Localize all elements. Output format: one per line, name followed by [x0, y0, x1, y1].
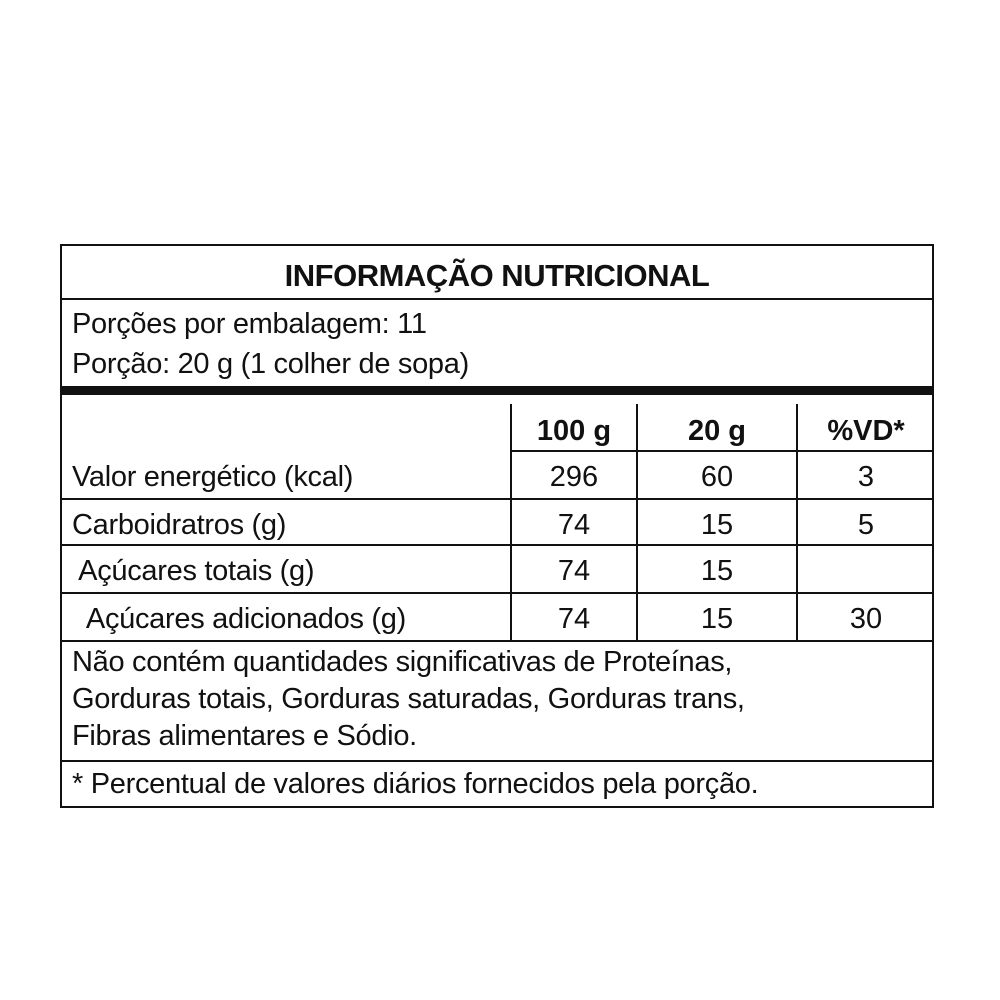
cell-per100: 296: [549, 461, 599, 493]
cell-per100: 74: [557, 555, 591, 587]
cell-per-serving: 60: [700, 461, 734, 493]
divider: [62, 760, 932, 762]
row-divider: [62, 640, 932, 642]
row-label: Carboidratros (g): [72, 509, 287, 541]
cell-per-serving: 15: [700, 603, 734, 635]
column-header-serving: 20 g: [687, 415, 747, 447]
serving-size: Porção: 20 g (1 colher de sopa): [72, 348, 469, 380]
row-label: Valor energético (kcal): [72, 461, 354, 493]
divider: [62, 298, 932, 300]
row-label: Açúcares adicionados (g): [72, 603, 406, 635]
table-title: INFORMAÇÃO NUTRICIONAL: [284, 258, 710, 293]
not-significant-line: Não contém quantidades significativas de Proteínas,: [72, 646, 733, 678]
thick-divider: [62, 386, 932, 395]
cell-per100: 74: [557, 509, 591, 541]
not-significant-line: Gorduras totais, Gorduras saturadas, Gorduras trans,: [72, 683, 745, 715]
cell-per-serving: 15: [700, 509, 734, 541]
cell-dv: 30: [849, 603, 883, 635]
cell-per100: 74: [557, 603, 591, 635]
row-label: Açúcares totais (g): [72, 555, 315, 587]
nutrition-facts-table: [60, 244, 934, 808]
cell-dv: 5: [857, 509, 875, 541]
column-header-dv: %VD*: [827, 415, 905, 447]
not-significant-line: Fibras alimentares e Sódio.: [72, 720, 417, 752]
column-header-100g: 100 g: [536, 415, 612, 447]
cell-dv: 3: [857, 461, 875, 493]
cell-dv: [798, 546, 934, 592]
servings-per-package: Porções por embalagem: 11: [72, 308, 427, 340]
footnote: * Percentual de valores diários fornecidos pela porção.: [72, 768, 759, 800]
cell-per-serving: 15: [700, 555, 734, 587]
